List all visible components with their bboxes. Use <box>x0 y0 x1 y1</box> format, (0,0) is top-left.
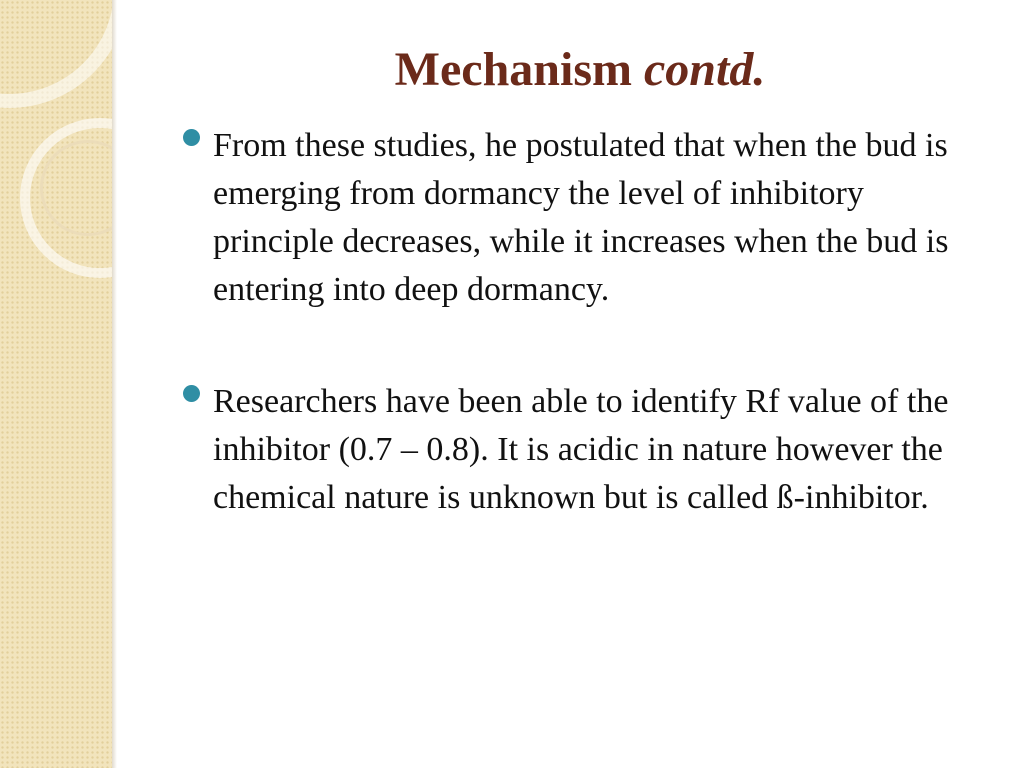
slide-title <box>150 40 1010 100</box>
bullet-list <box>183 122 993 522</box>
slide-title-main: Mechanism <box>394 43 632 96</box>
bullet-text: Researchers have been able to identify Rf value of the inhibitor (0.7 – 0.8). It is acidic in nature however the chemical nature is unknown but is called ß-inhibitor. <box>213 383 949 516</box>
slide-title-emphasis: contd. <box>643 43 766 96</box>
bullet-dot-icon <box>183 129 200 146</box>
side-band-shadow <box>112 0 117 768</box>
bullet-text: From these studies, he postulated that when the bud is emerging from dormancy the level of inhibitory principle decreases, while it increases when the bud is entering into deep dormancy. <box>213 127 949 308</box>
bullet-item <box>183 378 993 522</box>
decorative-ring-top <box>0 0 112 108</box>
decorative-side-band <box>0 0 112 768</box>
bullet-item <box>183 122 993 314</box>
bullet-dot-icon <box>183 385 200 402</box>
